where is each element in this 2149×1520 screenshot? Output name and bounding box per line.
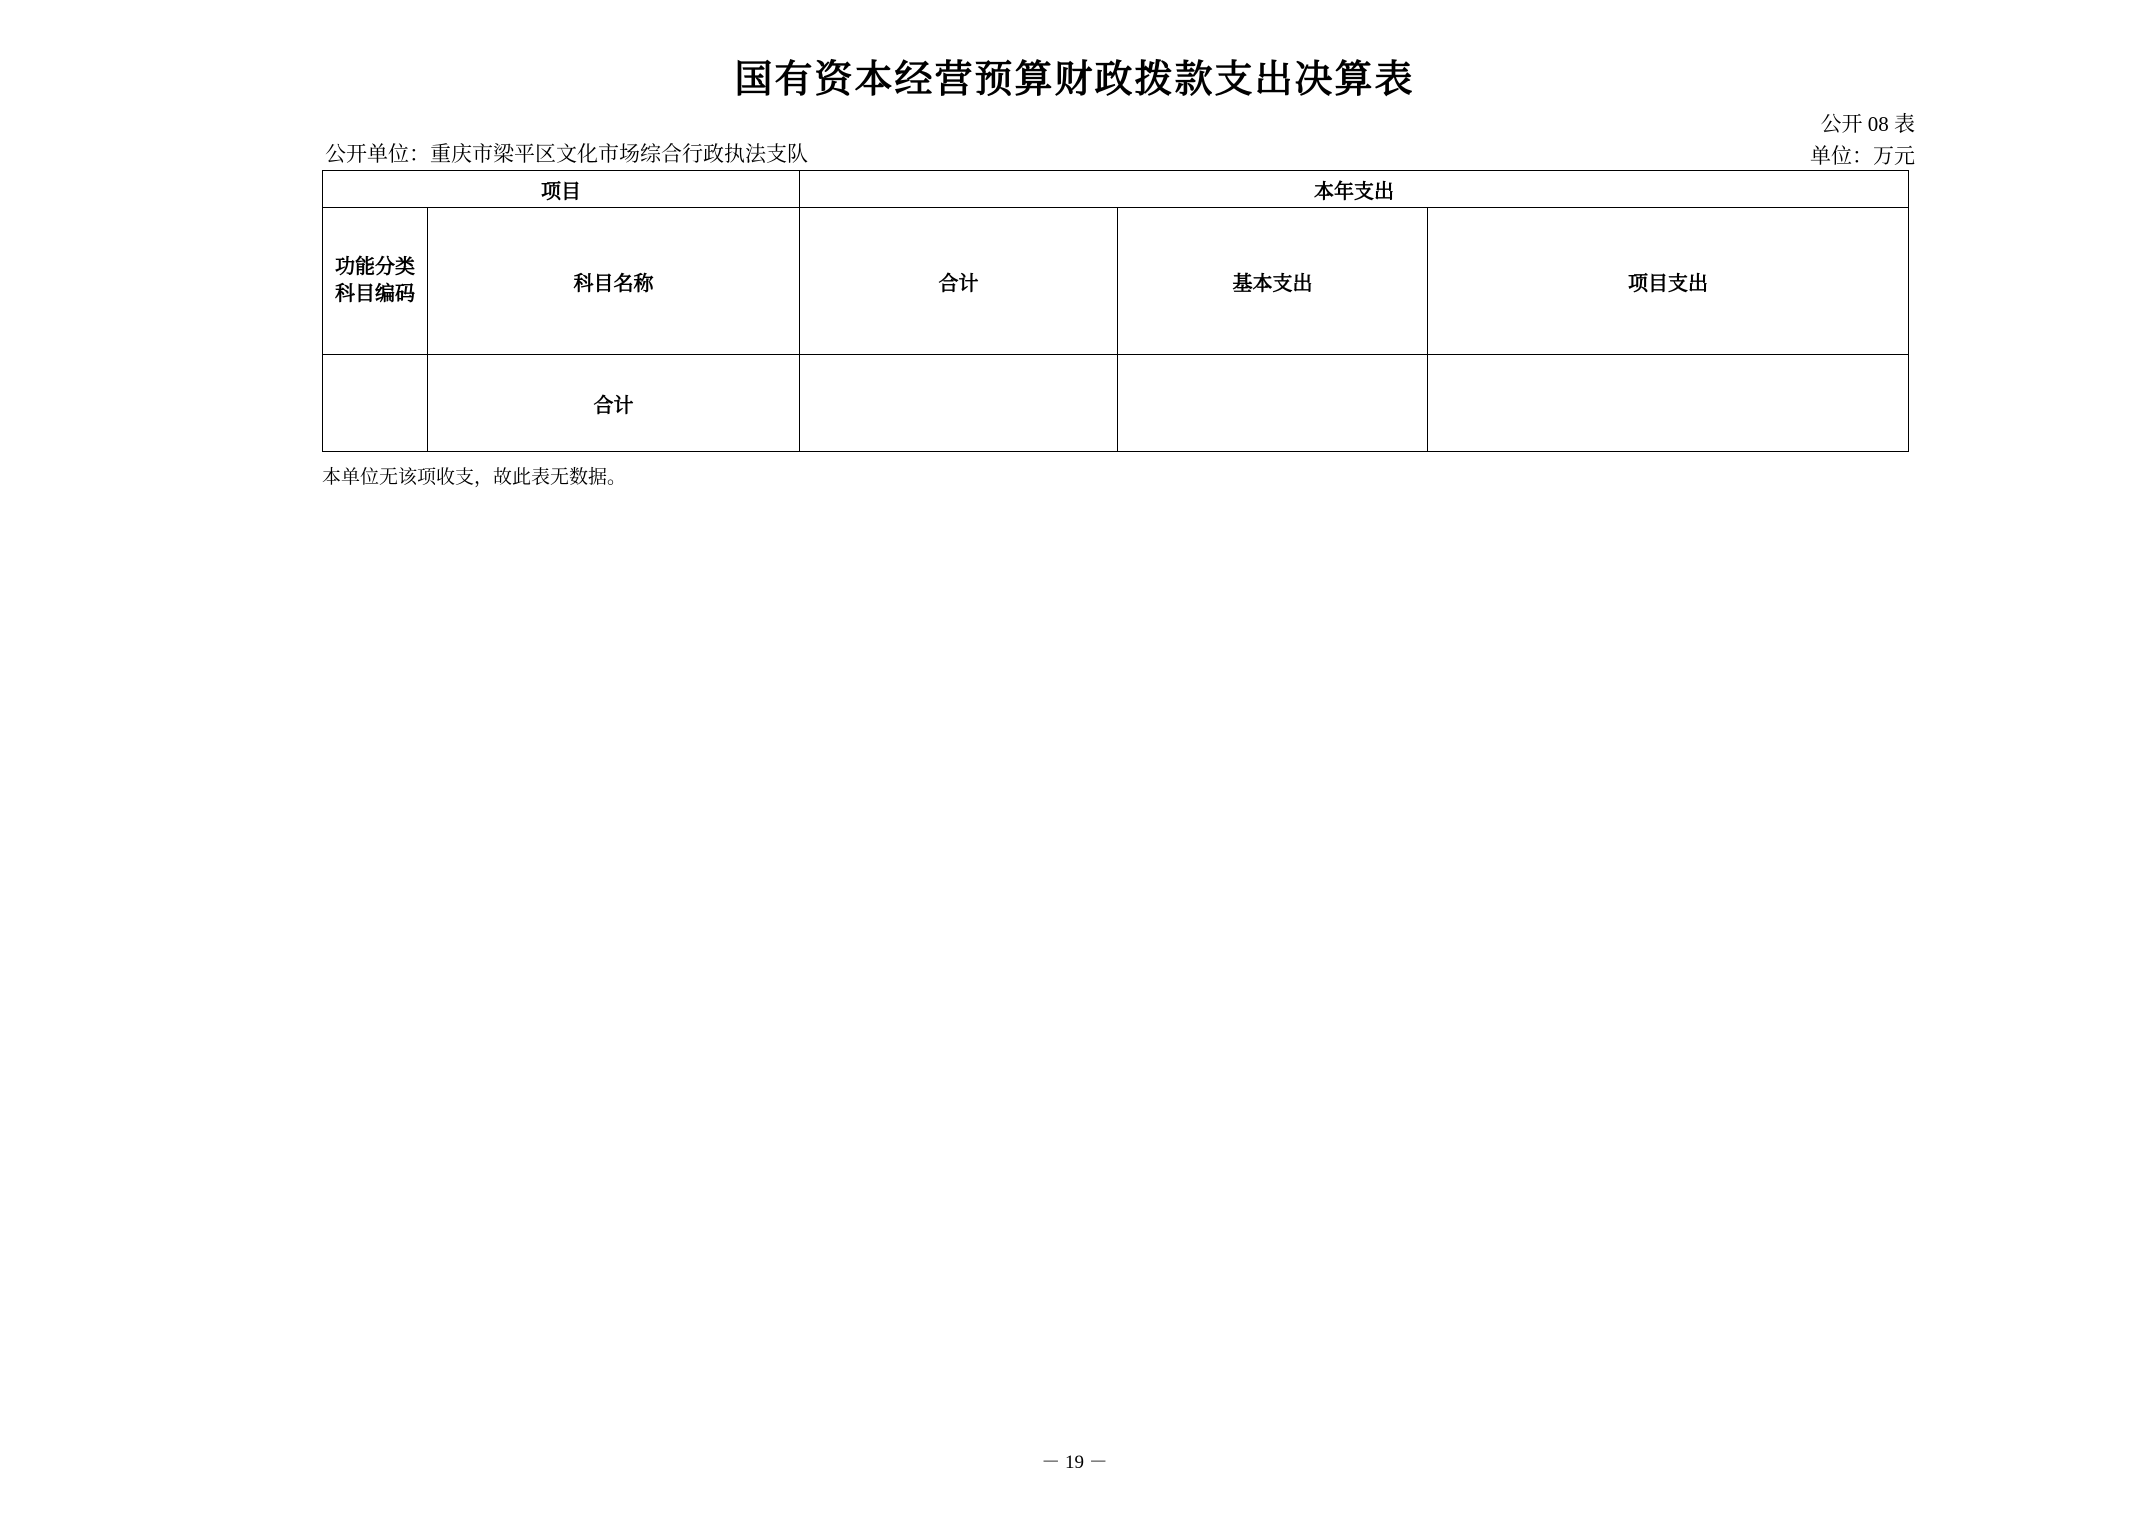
organization-name: 重庆市梁平区文化市场综合行政执法支队 (430, 142, 808, 166)
unit-note: 单位：万元 (1810, 144, 1915, 168)
header-function-code-line1: 功能分类 (335, 256, 415, 278)
header-project-expenditure: 项目支出 (1428, 208, 1909, 355)
header-item-group: 项目 (323, 171, 800, 208)
row-total-basic (1118, 355, 1428, 452)
header-function-code (323, 208, 428, 355)
budget-table (322, 170, 1909, 452)
header-current-year-expenditure-group: 本年支出 (800, 171, 1909, 208)
row-total-code (323, 355, 428, 452)
table-row (323, 355, 1909, 452)
header-total: 合计 (800, 208, 1118, 355)
header-basic-expenditure: 基本支出 (1118, 208, 1428, 355)
organization-label: 公开单位： (325, 142, 430, 166)
page-title: 国有资本经营预算财政拨款支出决算表 (734, 59, 1415, 101)
table-header-row (323, 208, 1909, 355)
row-total-sum (800, 355, 1118, 452)
organization-line (325, 138, 808, 168)
header-function-code-line2: 科目编码 (335, 283, 415, 305)
footnote: 本单位无该项收支，故此表无数据。 (322, 467, 627, 488)
page-number: － 19 － (1041, 1452, 1108, 1473)
header-subject-name: 科目名称 (428, 208, 800, 355)
form-number: 公开 08 表 (1820, 112, 1915, 136)
row-total-project (1428, 355, 1909, 452)
table-header-group-row (323, 171, 1909, 208)
row-total-label: 合计 (428, 355, 800, 452)
